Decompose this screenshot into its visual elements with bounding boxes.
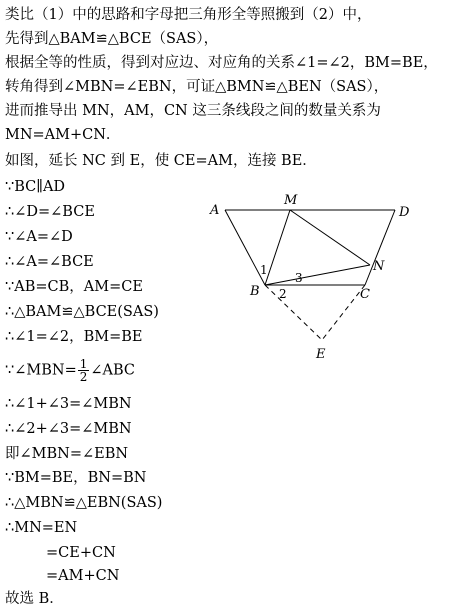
text-line: ∴∠1=∠2，BM=BE: [5, 329, 143, 345]
label-C: C: [360, 287, 370, 302]
segment-BE: [265, 285, 322, 340]
text-line: 故选 B．: [5, 591, 64, 607]
text-line: 根据全等的性质，得到对应边、对应角的关系∠1=∠2，BM=BE，: [5, 55, 438, 71]
angle-label-2: 2: [279, 287, 287, 301]
label-D: D: [399, 205, 410, 220]
text-line: ∵BC∥AD: [5, 179, 66, 195]
text-line: 先得到△BAM≌△BCE（SAS），: [5, 31, 219, 47]
text-line: =CE+CN: [46, 545, 116, 561]
fraction-numerator: 1: [79, 357, 88, 371]
text-line: =AM+CN: [46, 568, 120, 584]
text-line: ∵BM=BE，BN=BN: [5, 470, 147, 486]
text-line: 转角得到∠MBN=∠EBN，可证△BMN≌△BEN（SAS），: [5, 79, 389, 95]
fraction-denominator: 2: [79, 370, 88, 384]
segment-BM: [265, 210, 290, 285]
text-line: ∴△BAM≌△BCE(SAS): [5, 304, 159, 320]
text-line: MN=AM+CN．: [5, 127, 121, 143]
geometry-figure: [200, 190, 430, 375]
label-N: N: [373, 259, 385, 274]
text-line: 类比（1）中的思路和字母把三角形全等照搬到（2）中，: [5, 7, 372, 23]
text-line: ∴∠1+∠3=∠MBN: [5, 396, 132, 412]
label-A: A: [210, 203, 220, 218]
text-line: ∴∠D=∠BCE: [5, 204, 95, 220]
text-line: ∵AB=CB，AM=CE: [5, 279, 143, 295]
angle-label-1: 1: [260, 263, 268, 277]
segment-CE: [322, 285, 365, 340]
text-line: ∵∠MBN=: [5, 362, 77, 379]
label-E: E: [316, 347, 326, 362]
text-line: 即∠MBN=∠EBN: [5, 446, 129, 462]
segment-AB: [225, 210, 265, 285]
text-line-with-fraction: [5, 357, 135, 384]
text-line: ∴△MBN≌△EBN(SAS): [5, 495, 163, 511]
fraction: [78, 358, 90, 383]
angle-label-3: 3: [295, 271, 303, 285]
text-line: 如图，延长 NC 到 E，使 CE=AM，连接 BE．: [5, 153, 317, 169]
text-line: 进而推导出 MN，AM，CN 这三条线段之间的数量关系为: [5, 103, 381, 119]
label-B: B: [250, 284, 260, 299]
text-line: ∴MN=EN: [5, 520, 78, 536]
segment-MN: [290, 210, 370, 265]
text-line: ∵∠A=∠D: [5, 229, 73, 245]
label-M: M: [284, 193, 298, 208]
fraction-suffix: ∠ABC: [90, 362, 135, 379]
text-line: ∴∠A=∠BCE: [5, 254, 94, 270]
text-line: ∴∠2+∠3=∠MBN: [5, 421, 132, 437]
segment-BN: [265, 265, 370, 285]
